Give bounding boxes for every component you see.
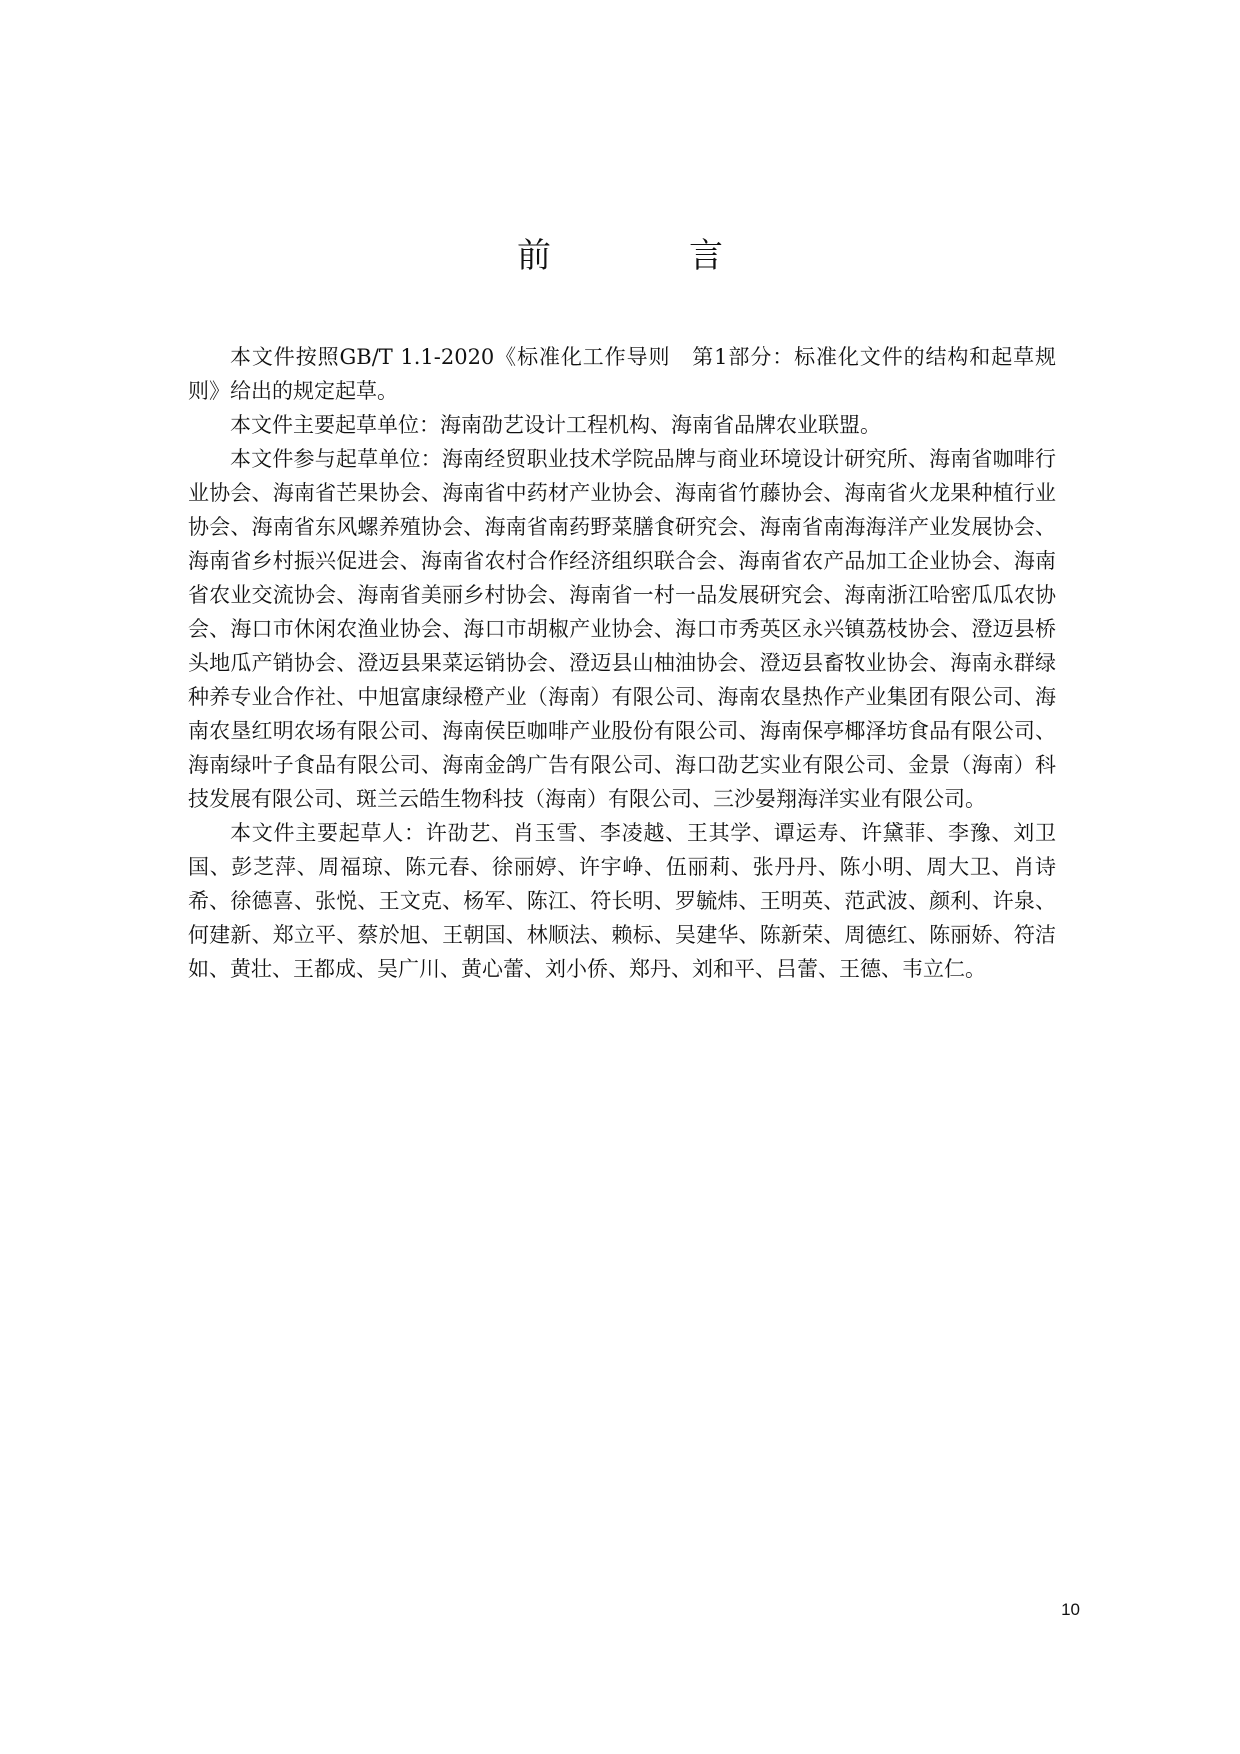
page-number: 10: [1061, 1600, 1080, 1619]
foreword-body: [188, 340, 1056, 986]
paragraph-main-drafting-units: 本文件主要起草单位：海南劭艺设计工程机构、海南省品牌农业联盟。: [230, 413, 881, 437]
page-title: 前 言: [517, 236, 775, 276]
paragraph-drafting-rules: 本文件按照GB/T 1.1-2020《标准化工作导则 第1部分：标准化文件的结构和起草规则》给出的规定起草。: [188, 345, 1056, 403]
paragraph-participating-units: 本文件参与起草单位：海南经贸职业技术学院品牌与商业环境设计研究所、海南省咖啡行业协会、海南省芒果协会、海南省中药材产业协会、海南省竹藤协会、海南省火龙果种植行业协会、海南省东风螺养殖协会、海南省南药野菜膳食研究会、海南省南海海洋产业发展协会、海南省乡村振兴促进会、海南省农村合作经济组织联合会、海南省农产品加工企业协会、海南省农业交流协会、海南省美丽乡村协会、海南省一村一品发展研究会、海南浙江哈密瓜瓜农协会、海口市休闲农渔业协会、海口市胡椒产业协会、海口市秀英区永兴镇荔枝协会、澄迈县桥头地瓜产销协会、澄迈县果菜运销协会、澄迈县山柚油协会、澄迈县畜牧业协会、海南永群绿种养专业合作社、中旭富康绿橙产业（海南）有限公司、海南农垦热作产业集团有限公司、海南农垦红明农场有限公司、海南侯臣咖啡产业股份有限公司、海南保亭椰泽坊食品有限公司、海南绿叶子食品有限公司、海南金鸽广告有限公司、海口劭艺实业有限公司、金景（海南）科技发展有限公司、斑兰云皓生物科技（海南）有限公司、三沙晏翔海洋实业有限公司。: [188, 447, 1056, 811]
paragraph-main-drafters: 本文件主要起草人：许劭艺、肖玉雪、李凌越、王其学、谭运寿、许黛菲、李豫、刘卫国、彭芝萍、周福琼、陈元春、徐丽婷、许宇峥、伍丽莉、张丹丹、陈小明、周大卫、肖诗希、徐德喜、张悦、王文克、杨军、陈江、符长明、罗毓炜、王明英、范武波、颜利、许泉、何建新、郑立平、蔡於旭、王朝国、林顺法、赖标、吴建华、陈新荣、周德红、陈丽娇、符洁如、黄壮、王都成、吴广川、黄心蕾、刘小侨、郑丹、刘和平、吕蕾、王德、韦立仁。: [188, 821, 1056, 981]
